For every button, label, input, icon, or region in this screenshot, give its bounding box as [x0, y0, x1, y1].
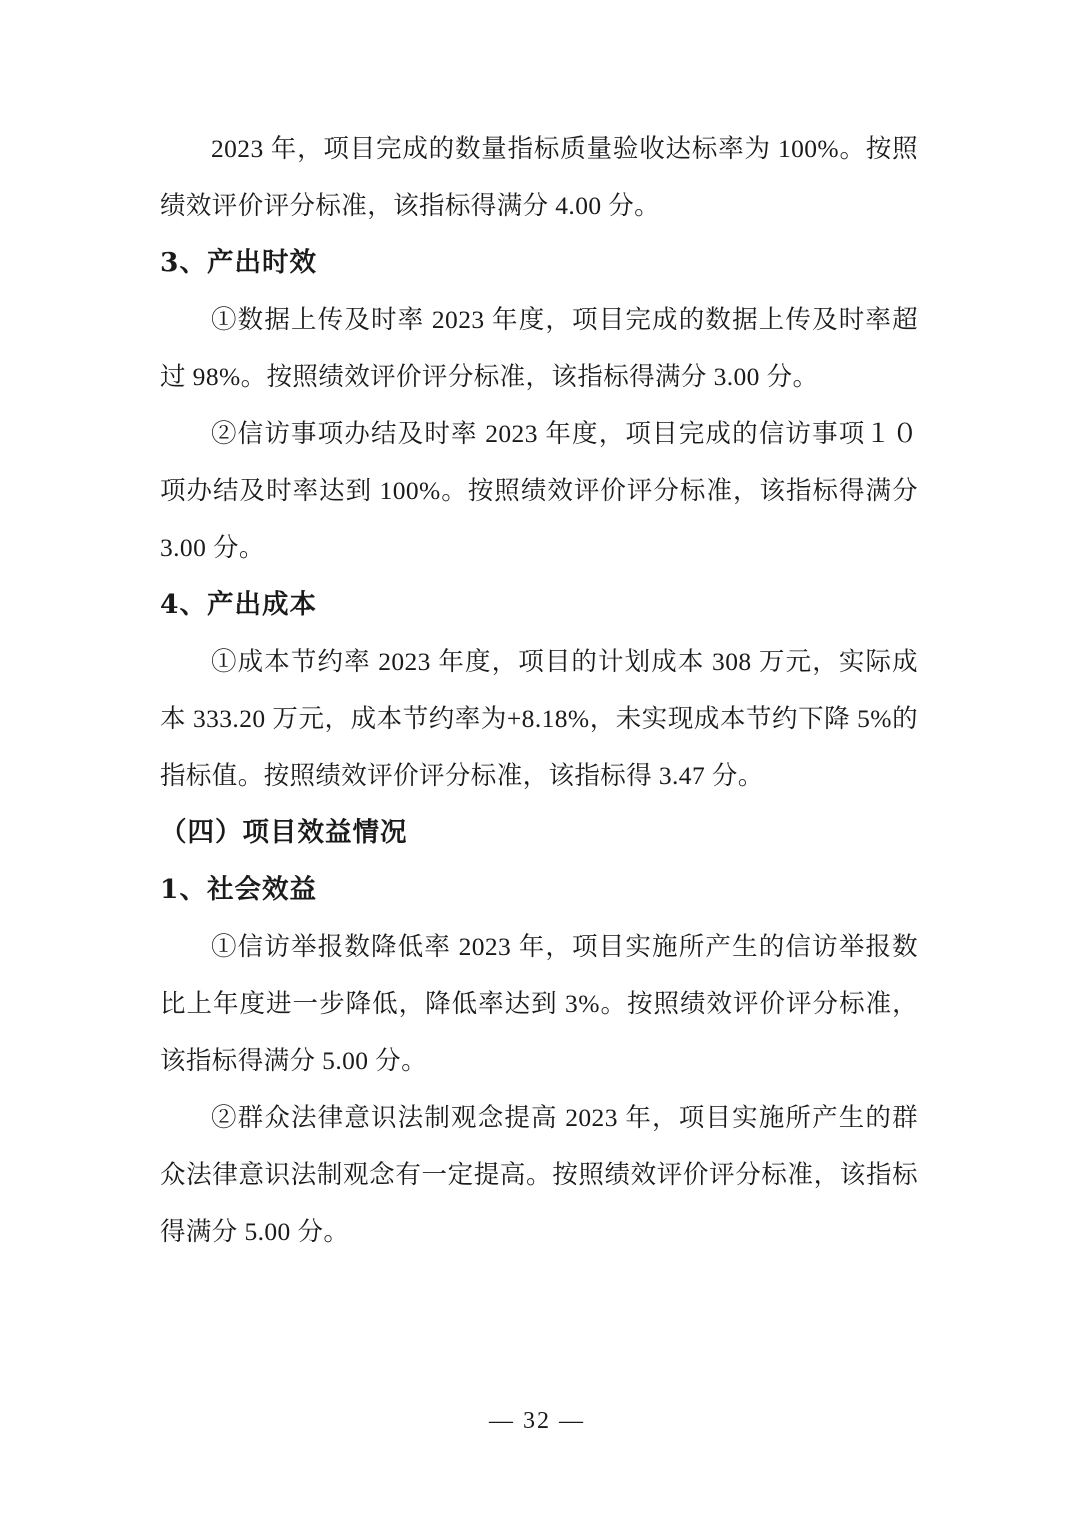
paragraph-data-upload-rate: ①数据上传及时率 2023 年度，项目完成的数据上传及时率超过 98%。按照绩效评价评分标准，该指标得满分 3.00 分。	[160, 305, 918, 391]
paragraph-cost-saving-rate: ①成本节约率 2023 年度，项目的计划成本 308 万元，实际成本 333.20 万元，成本节约率为+8.18%，未实现成本节约下降 5%的指标值。按照绩效评价评分标准，该指标得 3.47 分。	[160, 647, 918, 790]
page-number: — 32 —	[489, 1408, 585, 1434]
paragraph-petition-report-reduction: ①信访举报数降低率 2023 年，项目实施所产生的信访举报数比上年度进一步降低，降低率达到 3%。按照绩效评价评分标准，该指标得满分 5.00 分。	[160, 932, 918, 1075]
paragraph-legal-awareness-improvement: ②群众法律意识法制观念提高 2023 年，项目实施所产生的群众法律意识法制观念有一定提高。按照绩效评价评分标准，该指标得满分 5.00 分。	[160, 1103, 918, 1246]
paragraph-quantity-indicator: 2023 年，项目完成的数量指标质量验收达标率为 100%。按照绩效评价评分标准，该指标得满分 4.00 分。	[160, 134, 918, 220]
heading-output-cost: 4、产出成本	[160, 589, 317, 620]
heading-social-benefits: 1、社会效益	[160, 874, 317, 905]
document-body	[160, 120, 918, 1260]
paragraph-petition-completion-rate: ②信访事项办结及时率 2023 年度，项目完成的信访事项１０项办结及时率达到 100%。按照绩效评价评分标准，该指标得满分 3.00 分。	[160, 419, 918, 562]
heading-output-timeliness: 3、产出时效	[160, 247, 317, 278]
heading-section-project-benefits: （四）项目效益情况	[160, 817, 408, 848]
